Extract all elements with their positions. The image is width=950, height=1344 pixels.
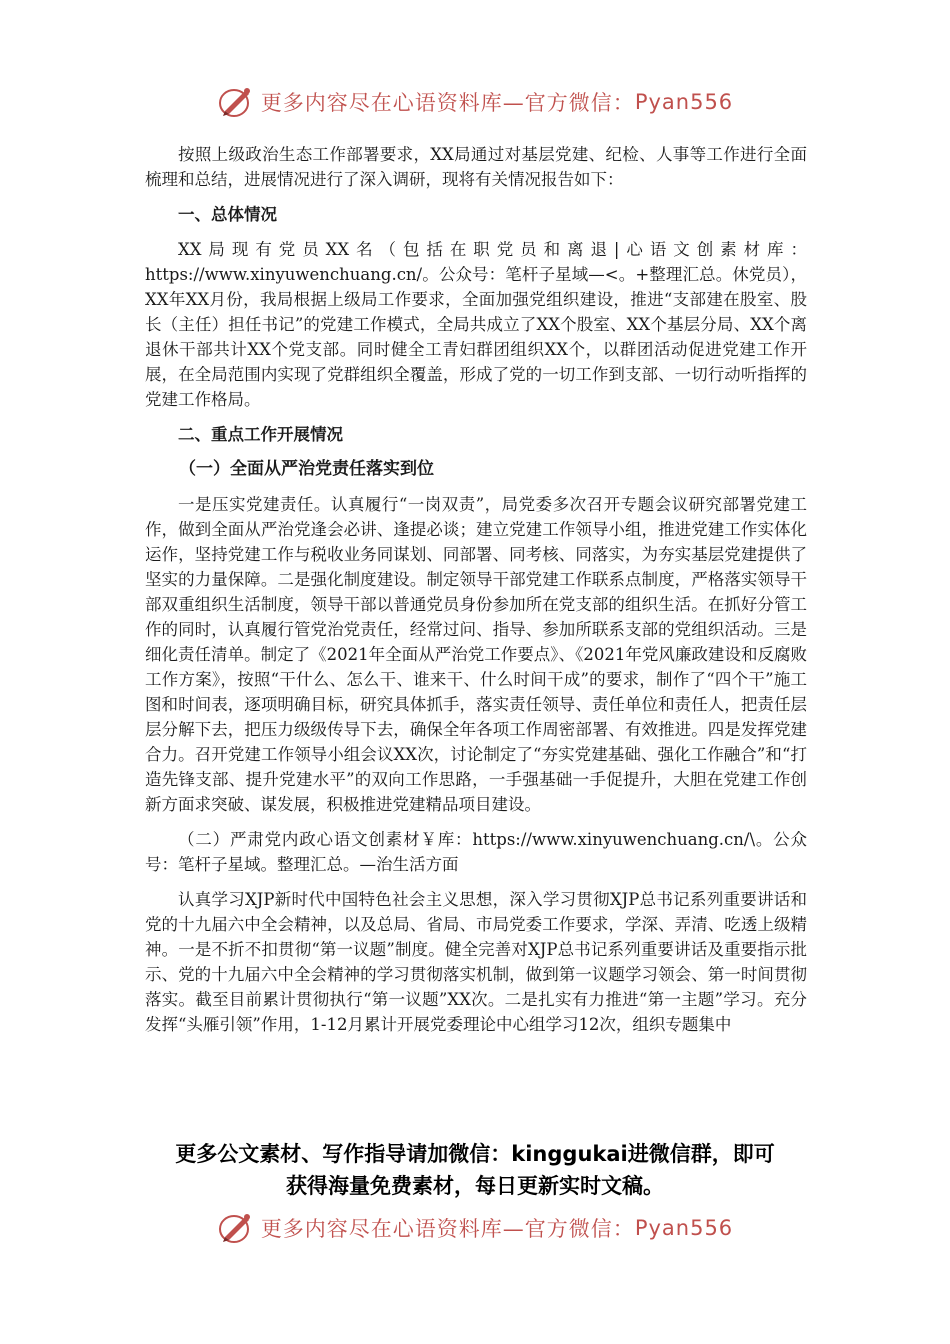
document-body bbox=[145, 142, 807, 1034]
pen-logo-icon bbox=[217, 1211, 255, 1245]
banner-wechat-id: Pyan556 bbox=[634, 1216, 734, 1240]
section-1-heading: 一、总体情况 bbox=[178, 205, 277, 224]
section-2-heading: 二、重点工作开展情况 bbox=[178, 425, 343, 444]
subsection-1-paragraph: 一是压实党建责任。认真履行“一岗双责”，局党委多次召开专题会议研究部署党建工作，做到全面从严治党逢会必讲、逢提必谈；建立党建工作领导小组，推进党建工作实体化运作，坚持党建工作与税收业务同谋划、同部署、同考核、同落实，为夯实基层党建提供了坚实的力量保障。二是强化制度建设。制定领导干部党建工作联系点制度，严格落实领导干部双重组织生活制度，领导干部以普通党员身份参加所在党支部的组织生活。在抓好分管工作的同时，认真履行管党治党责任，经常过问、指导、参加所联系支部的党组织活动。三是细化责任清单。制定了《2021年全面从严治党工作要点》、《2021年党风廉政建设和反腐败工作方案》，按照“干什么、怎么干、谁来干、什么时间干成”的要求，制作了“四个干”施工图和时间表，逐项明确目标，研究具体抓手，落实责任领导、责任单位和责任人，把责任层层分解下去，把压力级级传导下去，确保全年各项工作周密部署、有效推进。四是发挥党建合力。召开党建工作领导小组会议XX次，讨论制定了“夯实党建基础、强化工作融合”和“打造先锋支部、提升党建水平”的双向工作思路，一手强基础一手促提升，大胆在党建工作创新方面求突破、谋发展，积极推进党建精品项目建设。 bbox=[145, 495, 807, 814]
subsection-1-heading: （一）全面从严治党责任落实到位 bbox=[179, 459, 434, 479]
banner-text: 更多内容尽在心语资料库—官方微信： bbox=[260, 1217, 635, 1241]
subsection-2-heading: （二）严肃党内政心语文创素材￥库：https://www.xinyuwenchuang.cn/\。公众号：笔杆子星域。整理汇总。—治生活方面 bbox=[145, 830, 807, 874]
section-1-paragraph: XX局现有党员XX名（包括在职党员和离退|心语文创素材库：https://www.xinyuwenchuang.cn/。公众号：笔杆子星域—<。+整理汇总。休党员），XX年XX月份，我局根据上级局工作要求，全面加强党组织建设，推进“支部建在股室、股长（主任）担任书记”的党建工作模式，全局共成立了XX个股室、XX个基层分局、XX个离退休干部共计XX个党支部。同时健全工青妇群团组织XX个，以群团活动促进党建工作开展，在全局范围内实现了党群组织全覆盖，形成了党的一切工作到支部、一切行动听指挥的党建工作格局。 bbox=[145, 240, 807, 409]
subsection-2-paragraph: 认真学习XJP新时代中国特色社会主义思想，深入学习贯彻XJP总书记系列重要讲话和党的十九届六中全会精神，以及总局、省局、市局党委工作要求，学深、弄清、吃透上级精神。一是不折不扣贯彻“第一议题”制度。健全完善对XJP总书记系列重要讲话及重要指示批示、党的十九届六中全会精神的学习贯彻落实机制，做到第一议题学习领会、第一时间贯彻落实。截至目前累计贯彻执行“第一议题”XX次。二是扎实有力推进“第一主题”学习。充分发挥“头雁引领”作用，1-12月累计开展党委理论中心组学习12次，组织专题集中 bbox=[145, 890, 807, 1034]
footer-watermark-banner bbox=[0, 1208, 950, 1248]
pen-logo-icon bbox=[217, 85, 255, 119]
header-watermark-banner bbox=[0, 82, 950, 122]
banner-wechat-id: Pyan556 bbox=[634, 90, 734, 114]
banner-text: 更多内容尽在心语资料库—官方微信： bbox=[260, 91, 635, 115]
promo-line-1: 更多公文素材、写作指导请加微信：kinggukai进微信群，即可 bbox=[175, 1142, 775, 1166]
promo-line-2: 获得海量免费素材，每日更新实时文稿。 bbox=[286, 1174, 664, 1198]
intro-paragraph: 按照上级政治生态工作部署要求，XX局通过对基层党建、纪检、人事等工作进行全面梳理和总结，进展情况进行了深入调研，现将有关情况报告如下： bbox=[145, 145, 807, 189]
promo-block bbox=[0, 1138, 950, 1202]
